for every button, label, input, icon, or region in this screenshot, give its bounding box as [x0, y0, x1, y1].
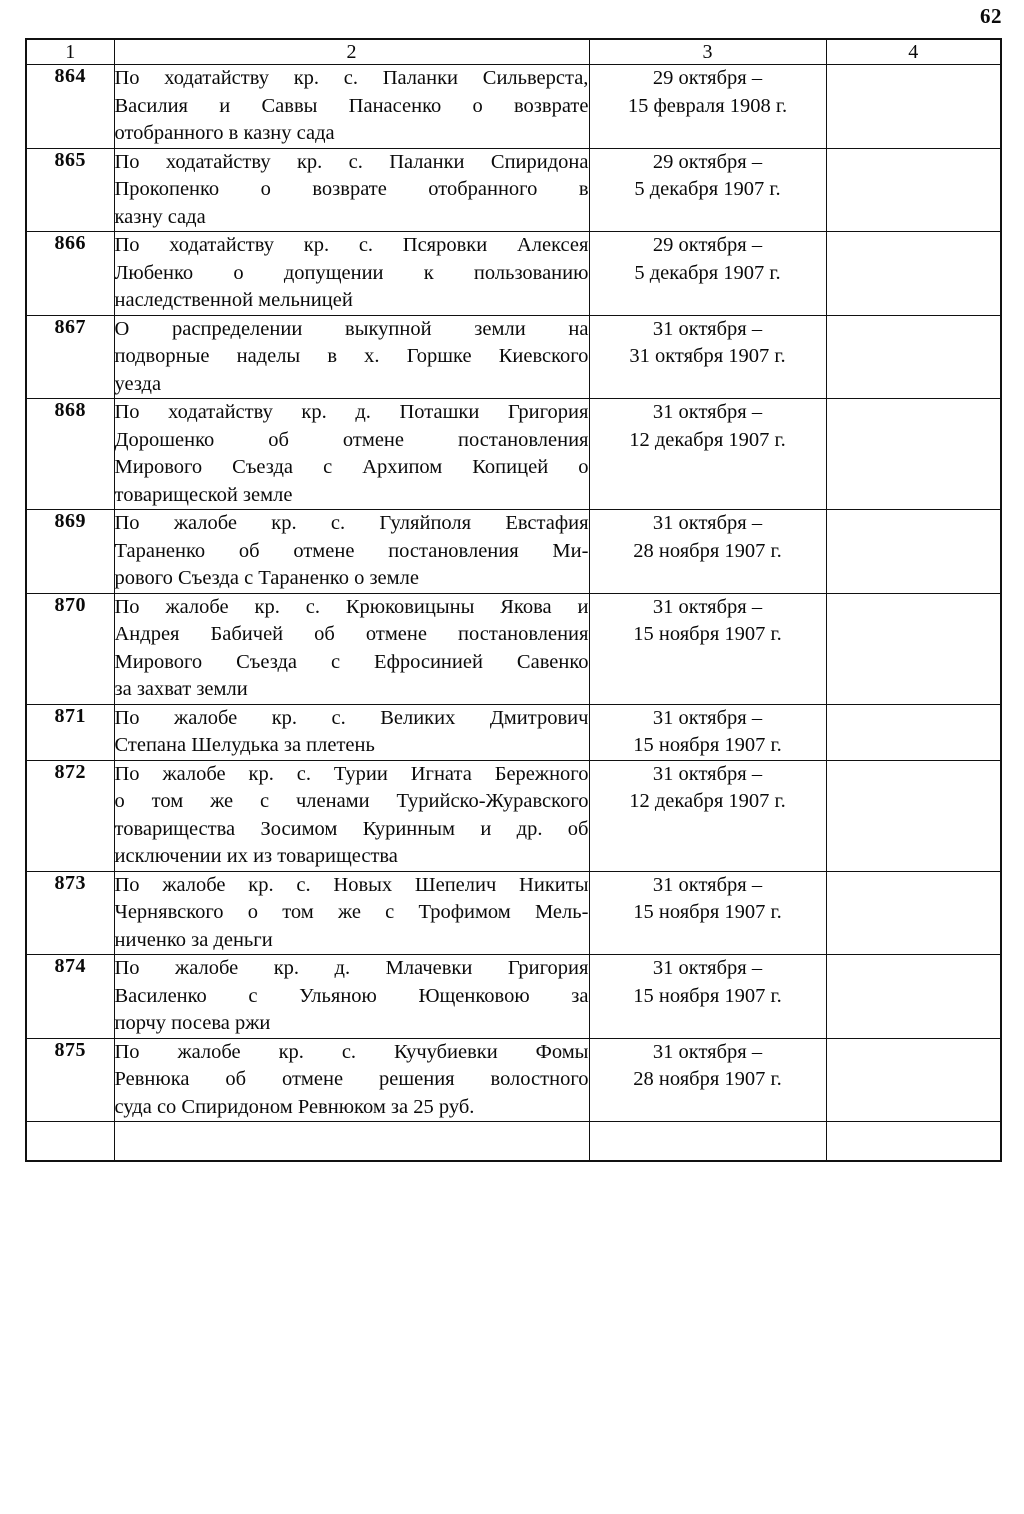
entry-description-cell [114, 315, 589, 399]
entry-date-line: 31 октября – [652, 957, 763, 979]
table-row [26, 510, 1001, 594]
entry-description-line: отобранного в казну сада [114, 122, 335, 144]
entry-number-cell: 867 [26, 315, 114, 399]
table-tail-spacer-cell [114, 1122, 589, 1162]
entry-description-line: Тараненко об отмене постановления Ми- [114, 539, 589, 562]
entry-description-cell [114, 148, 589, 232]
entry-description-cell [114, 1038, 589, 1122]
entry-notes-cell [826, 65, 1001, 149]
entry-description-line: Прокопенко о возврате отобранного в [114, 178, 589, 200]
entry-number-cell: 872 [26, 760, 114, 871]
entry-description-line: рового Съезда с Тараненко о земле [114, 567, 419, 589]
table-row [26, 1038, 1001, 1122]
entry-description-line: Василия и Саввы Панасенко о возврате [114, 94, 589, 117]
entry-date-line: 28 ноября 1907 г. [633, 1068, 782, 1090]
table-row [26, 65, 1001, 149]
entry-dates-cell [589, 510, 826, 594]
table-row [26, 955, 1001, 1039]
entry-description-line: уезда [114, 372, 162, 395]
column-number-row [26, 39, 1001, 65]
entry-description-line: Андрея Бабичей об отмене постановления [114, 623, 589, 645]
entry-description-line: Мирового Съезда с Ефросинией Савенко [114, 650, 589, 673]
entry-date-line: 15 февраля 1908 г. [627, 94, 788, 117]
entry-notes-cell [826, 593, 1001, 704]
table-tail-spacer-cell [826, 1122, 1001, 1162]
table-row [26, 760, 1001, 871]
entry-description-line: Дорошенко об отмене постановления [114, 428, 589, 451]
entry-description-cell [114, 871, 589, 955]
entry-number-cell: 873 [26, 871, 114, 955]
entry-notes-cell [826, 510, 1001, 594]
table-row [26, 593, 1001, 704]
entry-number-cell: 874 [26, 955, 114, 1039]
column-header-4: 4 [826, 39, 1001, 65]
column-header-1: 1 [26, 39, 114, 65]
entry-description-line: По жалобе кр. с. Турии Игната Бережного [114, 762, 589, 785]
entry-number-cell: 870 [26, 593, 114, 704]
entry-date-line: 31 октября – [652, 595, 763, 618]
table-row [26, 148, 1001, 232]
entry-description-line: Любенко о допущении к пользованию [114, 261, 589, 284]
entry-dates-cell [589, 315, 826, 399]
entry-date-line: 28 ноября 1907 г. [633, 539, 782, 562]
entry-notes-cell [826, 315, 1001, 399]
entry-notes-cell [826, 871, 1001, 955]
entry-date-line: 29 октября – [652, 67, 763, 89]
entry-description-cell [114, 593, 589, 704]
entry-description-line: Степана Шелудька за плетень [114, 734, 375, 756]
entry-number-cell: 871 [26, 704, 114, 760]
table-row [26, 232, 1001, 316]
entry-notes-cell [826, 232, 1001, 316]
entry-date-line: 29 октября – [652, 234, 763, 256]
table-tail-spacer-row [26, 1122, 1001, 1162]
entry-description-line: По ходатайству кр. с. Паланки Сильверста, [114, 67, 589, 89]
entry-number-cell: 869 [26, 510, 114, 594]
entry-description-line: Мирового Съезда с Архипом Копицей о [114, 456, 589, 478]
entry-description-line: По ходатайству кр. д. Поташки Григория [114, 401, 589, 423]
entry-notes-cell [826, 148, 1001, 232]
entry-number-cell: 865 [26, 148, 114, 232]
entry-description-line: По ходатайству кр. с. Паланки Спиридона [114, 150, 589, 173]
entry-number-cell: 875 [26, 1038, 114, 1122]
entry-description-line: Ревнюка об отмене решения волостного [114, 1068, 589, 1090]
entry-dates-cell [589, 232, 826, 316]
entry-dates-cell [589, 399, 826, 510]
entry-date-line: 31 октября – [652, 1040, 763, 1063]
entry-description-line: По жалобе кр. с. Великих Дмитрович [114, 706, 589, 729]
entry-description-line: подворные наделы в х. Горшке Киевского [114, 345, 589, 367]
entry-date-line: 5 декабря 1907 г. [634, 261, 781, 284]
entry-date-line: 29 октября – [652, 150, 763, 173]
entry-dates-cell [589, 593, 826, 704]
entry-dates-cell [589, 955, 826, 1039]
entry-dates-cell [589, 760, 826, 871]
entry-description-line: По жалобе кр. д. Млачевки Григория [114, 957, 589, 979]
entry-date-line: 15 ноября 1907 г. [633, 623, 782, 645]
column-header-2: 2 [114, 39, 589, 65]
entry-dates-cell [589, 65, 826, 149]
entry-date-line: 31 октября – [652, 512, 763, 534]
entry-notes-cell [826, 704, 1001, 760]
entry-date-line: 15 ноября 1907 г. [633, 984, 782, 1007]
entry-description-cell [114, 232, 589, 316]
table-row [26, 704, 1001, 760]
entry-description-line: По жалобе кр. с. Крюковицыны Якова и [114, 595, 589, 618]
entry-description-line: порчу посева ржи [114, 1012, 271, 1034]
entry-description-line: По жалобе кр. с. Новых Шепелич Никиты [114, 873, 589, 896]
entry-description-cell [114, 704, 589, 760]
entry-date-line: 31 октября – [652, 706, 763, 729]
entry-notes-cell [826, 399, 1001, 510]
table-header [26, 39, 1001, 65]
entry-date-line: 31 октября – [652, 401, 763, 423]
entry-date-line: 31 октября 1907 г. [629, 345, 786, 367]
column-header-3: 3 [589, 39, 826, 65]
entry-dates-cell [589, 148, 826, 232]
entry-description-cell [114, 65, 589, 149]
entry-date-line: 15 ноября 1907 г. [633, 734, 782, 756]
entry-description-line: о том же с членами Турийско-Журавского [114, 790, 589, 812]
entry-number-cell: 866 [26, 232, 114, 316]
entry-description-line: По жалобе кр. с. Кучубиевки Фомы [114, 1040, 589, 1063]
entry-description-line: товарищеской земле [114, 483, 293, 506]
entry-notes-cell [826, 1038, 1001, 1122]
table-tail-spacer-cell [589, 1122, 826, 1162]
entry-dates-cell [589, 871, 826, 955]
entry-description-line: По ходатайству кр. с. Псяровки Алексея [114, 234, 589, 256]
entry-date-line: 12 декабря 1907 г. [629, 790, 786, 812]
entry-description-line: казну сада [114, 205, 206, 228]
entry-description-line: товарищества Зосимом Куринным и др. об [114, 817, 589, 840]
entry-description-line: суда со Спиридоном Ревнюком за 25 руб. [114, 1095, 475, 1118]
entry-number-cell: 868 [26, 399, 114, 510]
table-tail-spacer-cell [26, 1122, 114, 1162]
entry-description-line: ниченко за деньги [114, 928, 273, 951]
entry-dates-cell [589, 704, 826, 760]
entry-date-line: 31 октября – [652, 317, 763, 340]
entry-date-line: 5 декабря 1907 г. [634, 178, 781, 200]
entry-description-cell [114, 399, 589, 510]
table-row [26, 871, 1001, 955]
entry-notes-cell [826, 760, 1001, 871]
entry-description-cell [114, 760, 589, 871]
entry-date-line: 31 октября – [652, 762, 763, 785]
entry-date-line: 15 ноября 1907 г. [633, 901, 782, 923]
table-row [26, 315, 1001, 399]
entry-dates-cell [589, 1038, 826, 1122]
register-table [25, 38, 1002, 1162]
entry-notes-cell [826, 955, 1001, 1039]
table-row [26, 399, 1001, 510]
entry-number-cell: 864 [26, 65, 114, 149]
entry-description-line: исключении их из товарищества [114, 845, 398, 867]
page-number: 62 [980, 4, 1002, 28]
entry-description-line: Чернявского о том же с Трофимом Мель- [114, 901, 589, 923]
entry-date-line: 31 октября – [652, 873, 763, 896]
table-body [26, 65, 1001, 1162]
entry-date-line: 12 декабря 1907 г. [629, 428, 786, 451]
entry-description-cell [114, 955, 589, 1039]
entry-description-line: наследственной мельницей [114, 289, 353, 311]
entry-description-line: О распределении выкупной земли на [114, 317, 589, 340]
entry-description-cell [114, 510, 589, 594]
entry-description-line: По жалобе кр. с. Гуляйполя Евстафия [114, 512, 589, 534]
entry-description-line: за захват земли [114, 678, 248, 700]
entry-description-line: Василенко с Ульяною Ющенковою за [114, 984, 589, 1007]
